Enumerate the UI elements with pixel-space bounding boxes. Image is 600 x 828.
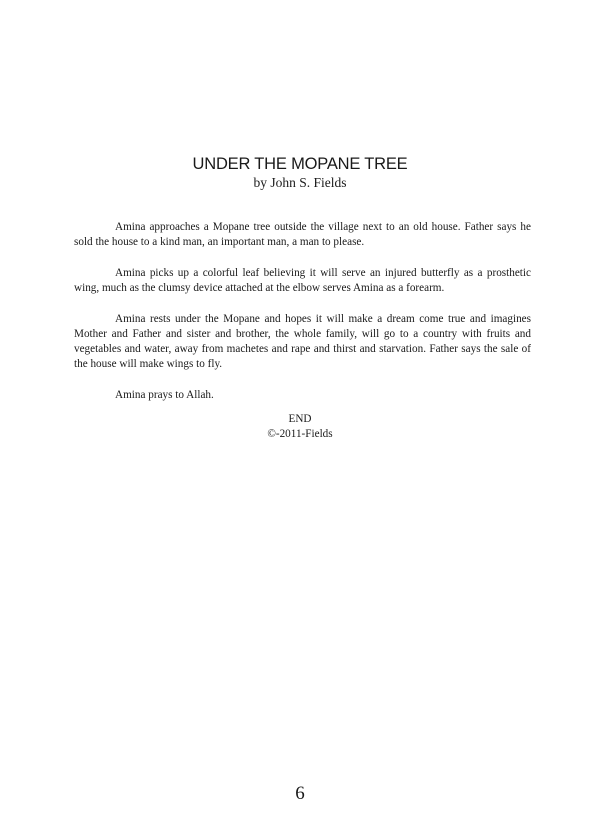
story-body [74, 220, 531, 419]
paragraph: Amina picks up a colorful leaf believing it will serve an injured butterfly as a prosthetic wing, much as the clumsy device attached at the elbow serves Amina as a forearm. [74, 267, 531, 294]
paragraph: Amina rests under the Mopane and hopes it will make a dream come true and imagines Mother and Father and sister and brother, the whole family, will go to a country with fruits and vegetables and water, away from machetes and rape and thirst and starvation. Father says the sale of the house will make wings to fly. [74, 313, 531, 370]
end-block [0, 412, 600, 442]
author-byline: by John S. Fields [253, 175, 347, 190]
story-title: UNDER THE MOPANE TREE [192, 155, 408, 173]
paragraph: Amina prays to Allah. [115, 389, 214, 401]
paragraph: Amina approaches a Mopane tree outside the village next to an old house. Father says he sold the house to a kind man, an important man, a man to please. [74, 221, 531, 248]
copyright-notice: ©-2011-Fields [267, 428, 333, 440]
page-number: 6 [295, 783, 305, 804]
end-label: END [288, 413, 312, 425]
